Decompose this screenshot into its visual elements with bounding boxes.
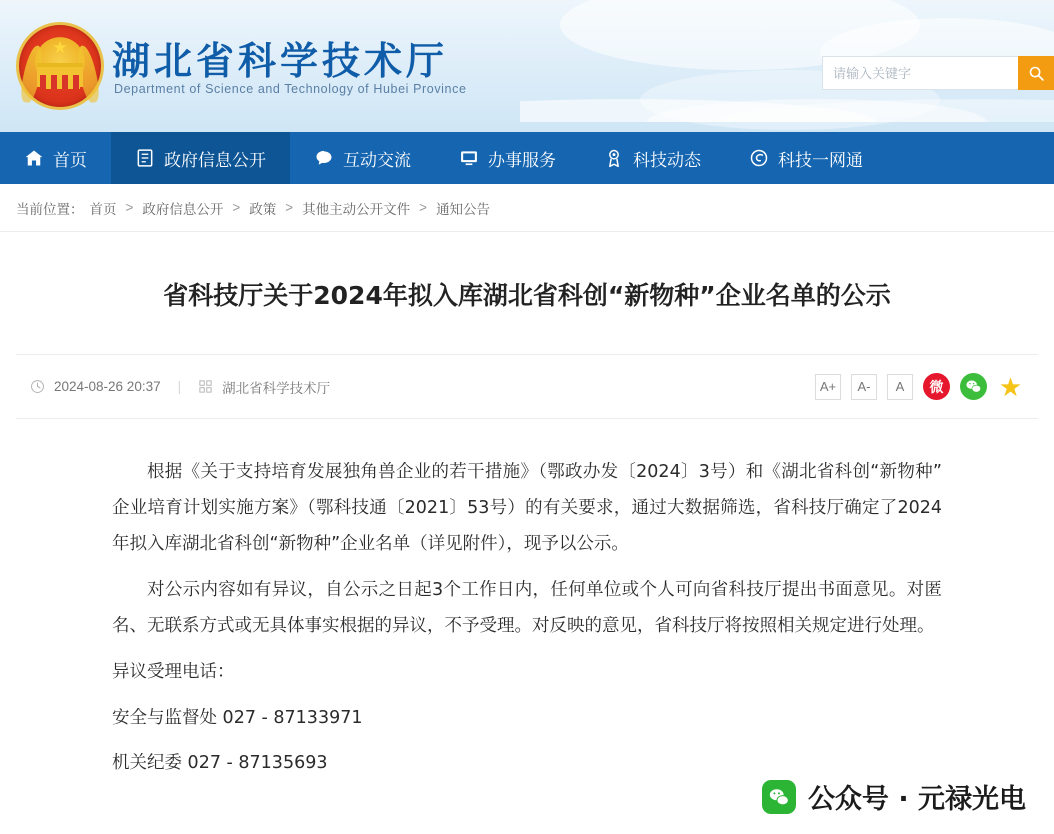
medal-icon [604, 148, 624, 168]
wechat-glyph-icon [965, 378, 982, 395]
site-header [0, 0, 1054, 132]
main-nav [0, 132, 1054, 184]
contact-line: 安全与监督处 027 - 87133971 [112, 707, 363, 728]
weibo-glyph: 微 [929, 378, 944, 395]
favorite-star-icon[interactable] [997, 373, 1024, 400]
nav-label: 办事服务 [488, 150, 556, 171]
article [0, 232, 1054, 782]
article-body [16, 418, 1038, 782]
emblem-gate [37, 63, 83, 87]
breadcrumb-separator: > [125, 200, 134, 215]
article-meta-bar [16, 354, 1038, 418]
wechat-icon [762, 780, 796, 814]
nav-item-tech-news[interactable] [580, 132, 725, 184]
font-size-decrease-button[interactable] [851, 374, 877, 400]
search-input[interactable] [823, 57, 1031, 89]
font-size-default-button[interactable] [887, 374, 913, 400]
article-meta-right [815, 373, 1024, 400]
wechat-share-icon[interactable] [960, 373, 987, 400]
nav-item-onenet[interactable] [725, 132, 887, 184]
meta-divider: | [177, 379, 182, 395]
contact-heading: 异议受理电话： [112, 661, 235, 682]
site-title-zh: 湖北省科学技术厅 [112, 39, 449, 83]
breadcrumb-separator: > [419, 200, 428, 215]
globe-icon [749, 148, 769, 168]
nav-item-government-info[interactable] [111, 132, 290, 184]
search-box[interactable] [822, 56, 1032, 90]
article-source: 湖北省科学技术厅 [222, 380, 331, 396]
breadcrumb-item-announcement[interactable]: 通知公告 [436, 201, 491, 217]
nav-label: 科技一网通 [778, 150, 863, 171]
star-glyph: ★ [998, 371, 1023, 402]
watermark-text: 公众号 · 元禄光电 [807, 784, 1026, 815]
article-meta-left [30, 377, 330, 397]
font-size-increase-button[interactable] [815, 374, 841, 400]
breadcrumb-separator: > [232, 200, 241, 215]
nav-item-services[interactable] [435, 132, 580, 184]
article-paragraph: 对公示内容如有异议，自公示之日起3个工作日内，任何单位或个人可向省科技厅提出书面意见。对匿名、无联系方式或无具体事实根据的异议，不予受理。对反映的意见，省科技厅将按照相关规定进行处理。 [112, 579, 942, 636]
breadcrumb-item-government-info[interactable]: 政府信息公开 [142, 201, 224, 217]
home-icon [24, 148, 44, 168]
chat-icon [314, 148, 334, 168]
search-icon [1028, 65, 1045, 82]
font-size-default-label: A [895, 379, 905, 395]
page-title: 省科技厅关于2024年拟入库湖北省科创“新物种”企业名单的公示 [163, 281, 891, 310]
nav-label: 首页 [53, 150, 87, 171]
font-size-increase-label: A+ [819, 379, 837, 395]
document-icon [135, 148, 155, 168]
breadcrumb-item-policy[interactable]: 政策 [249, 201, 277, 217]
breadcrumb-separator: > [285, 200, 294, 215]
nav-label: 科技动态 [633, 150, 701, 171]
weibo-share-icon[interactable] [923, 373, 950, 400]
clock-icon [30, 379, 45, 394]
contact-line: 机关纪委 027 - 87135693 [112, 753, 328, 774]
org-icon [198, 379, 213, 394]
breadcrumb-label: 当前位置： [16, 201, 84, 217]
watermark [762, 777, 1026, 816]
breadcrumb-item-home[interactable]: 首页 [89, 201, 117, 217]
breadcrumb-item-other-public-docs[interactable]: 其他主动公开文件 [302, 201, 411, 217]
nav-label: 互动交流 [343, 150, 411, 171]
article-date: 2024-08-26 20:37 [54, 379, 161, 395]
national-emblem-icon [16, 22, 104, 110]
breadcrumb [0, 184, 1054, 232]
monitor-icon [459, 148, 479, 168]
site-title-en: Department of Science and Technology of Hubei Province [114, 82, 467, 96]
nav-item-interaction[interactable] [290, 132, 435, 184]
emblem-star: ★ [52, 38, 68, 57]
nav-item-home[interactable] [0, 132, 111, 184]
article-paragraph: 根据《关于支持培育发展独角兽企业的若干措施》（鄂政办发〔2024〕3号）和《湖北省科创“新物种”企业培育计划实施方案》（鄂科技通〔2021〕53号）的有关要求，通过大数据筛选，省科技厅确定了2024年拟入库湖北省科创“新物种”企业名单（详见附件），现予以公示。 [112, 462, 942, 554]
nav-label: 政府信息公开 [164, 150, 266, 171]
search-button[interactable] [1018, 56, 1054, 90]
font-size-decrease-label: A- [857, 379, 871, 395]
wechat-glyph-icon [768, 786, 790, 808]
